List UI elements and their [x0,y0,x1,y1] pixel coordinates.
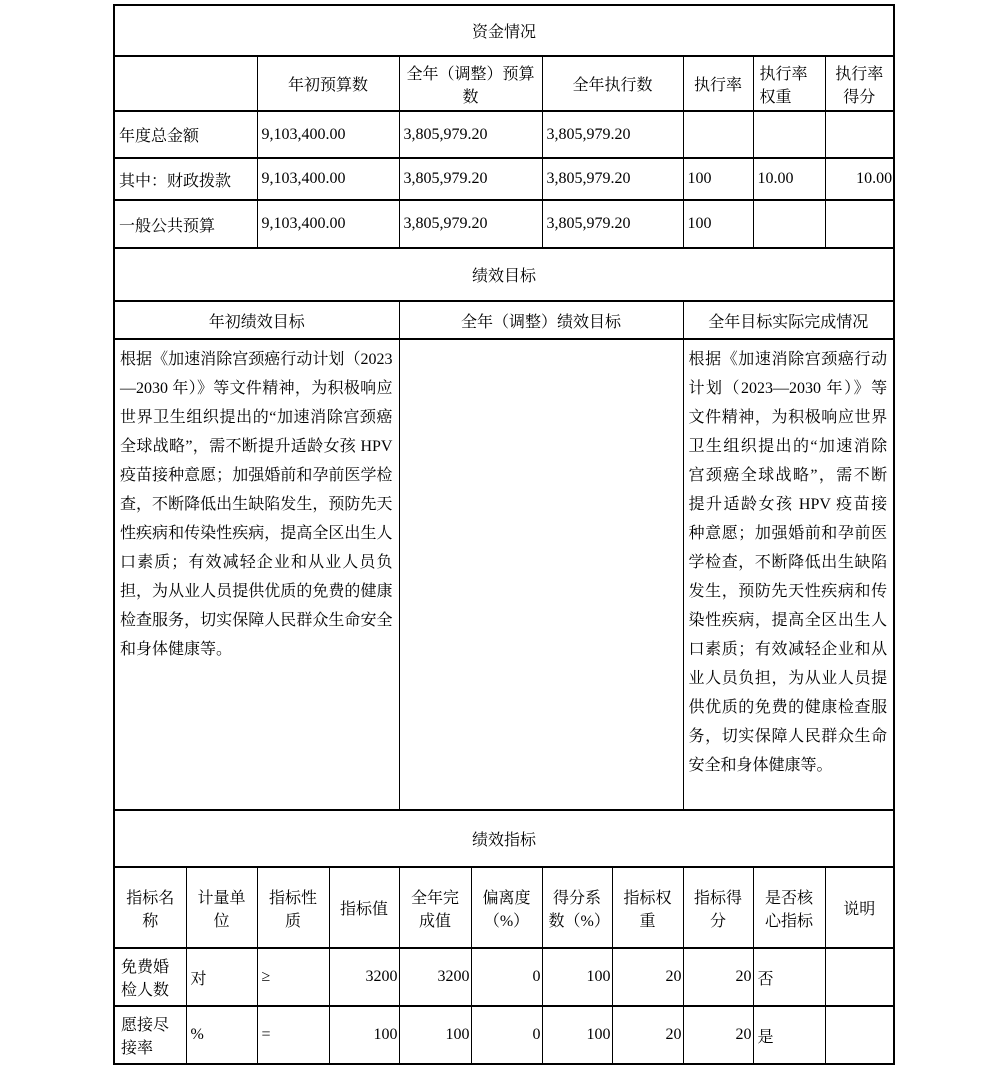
funding-rate-score-value [825,200,894,248]
funding-adjusted-budget-value: 3,805,979.20 [399,111,542,158]
indicator-header-note: 说明 [825,867,894,948]
funding-header-rate: 执行率 [683,56,753,111]
indicator-coefficient-cell: 100 [542,948,612,1006]
funding-initial-budget-value: 9,103,400.00 [257,111,399,158]
funding-row-fiscal-allocation [114,158,894,200]
funding-rate-weight-value [753,111,825,158]
indicator-name-cell: 免费婚检人数 [114,948,186,1006]
funding-executed-value: 3,805,979.20 [542,158,683,200]
funding-row-general-public-budget [114,200,894,248]
indicator-is-core-cell: 是 [753,1006,825,1064]
funding-rate-score-value [825,111,894,158]
performance-report-table [113,4,895,1065]
funding-adjusted-budget-value: 3,805,979.20 [399,158,542,200]
funding-title-row [114,5,894,56]
indicator-row-marriage-checkups [114,948,894,1006]
funding-executed-value: 3,805,979.20 [542,200,683,248]
indicator-unit-cell: % [186,1006,257,1064]
funding-header-initial-budget: 年初预算数 [257,56,399,111]
indicator-nature-cell: = [257,1006,329,1064]
goals-initial-text: 根据《加速消除宫颈癌行动计划（2023—2030 年）》等文件精神，为积极响应世界卫生组织提出的“加速消除宫颈癌全球战略”，需不断提升适龄女孩 HPV 疫苗接种意愿；加强婚前和孕前医学检查，不断降低出生缺陷发生，预防先天性疾病和传染性疾病，提高全区出生人口素质；有效减轻企业和从业人员负担，为从业人员提供优质的免费的健康检查服务，切实保障人民群众生命安全和身体健康等。 [114,339,399,810]
indicator-header-name: 指标名称 [114,867,186,948]
funding-header-rate-weight: 执行率权重 [753,56,825,111]
goals-body-row [114,339,894,810]
indicator-header-unit: 计量单位 [186,867,257,948]
indicator-score-cell: 20 [683,1006,753,1064]
funding-rate-weight-value: 10.00 [753,158,825,200]
indicator-completed-cell: 100 [399,1006,471,1064]
goals-header-adjusted: 全年（调整）绩效目标 [399,301,683,339]
indicator-score-cell: 20 [683,948,753,1006]
indicator-nature-cell: ≥ [257,948,329,1006]
indicator-header-completed: 全年完成值 [399,867,471,948]
indicators-title-row [114,810,894,867]
indicator-header-nature: 指标性质 [257,867,329,948]
funding-adjusted-budget-value: 3,805,979.20 [399,200,542,248]
funding-rate-value: 100 [683,200,753,248]
indicators-section-title: 绩效指标 [114,810,894,867]
indicator-header-is-core: 是否核心指标 [753,867,825,948]
indicator-header-weight: 指标权重 [612,867,683,948]
indicator-target-cell: 100 [329,1006,399,1064]
goals-header-initial: 年初绩效目标 [114,301,399,339]
funding-row-annual-total [114,111,894,158]
funding-section-title: 资金情况 [114,5,894,56]
indicator-target-cell: 3200 [329,948,399,1006]
goals-section-title: 绩效目标 [114,248,894,301]
indicator-weight-cell: 20 [612,948,683,1006]
funding-label: 年度总金额 [114,111,257,158]
funding-rate-value [683,111,753,158]
funding-initial-budget-value: 9,103,400.00 [257,200,399,248]
goals-header-actual: 全年目标实际完成情况 [683,301,894,339]
funding-header-executed: 全年执行数 [542,56,683,111]
indicator-note-cell [825,1006,894,1064]
funding-header-row [114,56,894,111]
funding-header-adjusted-budget: 全年（调整）预算数 [399,56,542,111]
indicator-header-target: 指标值 [329,867,399,948]
goals-header-row [114,301,894,339]
funding-header-rate-score: 执行率得分 [825,56,894,111]
indicators-header-row [114,867,894,948]
indicator-deviation-cell: 0 [471,1006,542,1064]
funding-initial-budget-value: 9,103,400.00 [257,158,399,200]
funding-header-blank [114,56,257,111]
funding-rate-value: 100 [683,158,753,200]
goals-adjusted-text [399,339,683,810]
indicator-header-deviation: 偏离度（%） [471,867,542,948]
indicator-weight-cell: 20 [612,1006,683,1064]
funding-executed-value: 3,805,979.20 [542,111,683,158]
indicator-completed-cell: 3200 [399,948,471,1006]
funding-rate-weight-value [753,200,825,248]
funding-rate-score-value: 10.00 [825,158,894,200]
funding-label: 一般公共预算 [114,200,257,248]
indicator-name-cell: 愿接尽接率 [114,1006,186,1064]
goals-actual-text: 根据《加速消除宫颈癌行动计划（2023—2030 年）》等文件精神，为积极响应世界卫生组织提出的“加速消除宫颈癌全球战略”，需不断提升适龄女孩 HPV 疫苗接种意愿；加强婚前和孕前医学检查，不断降低出生缺陷发生，预防先天性疾病和传染性疾病，提高全区出生人口素质；有效减轻企业和从业人员负担，为从业人员提供优质的免费的健康检查服务，切实保障人民群众生命安全和身体健康等。 [683,339,894,810]
indicator-deviation-cell: 0 [471,948,542,1006]
indicator-is-core-cell: 否 [753,948,825,1006]
indicator-header-coefficient: 得分系数（%） [542,867,612,948]
funding-label: 其中：财政拨款 [114,158,257,200]
indicator-note-cell [825,948,894,1006]
indicator-header-score: 指标得分 [683,867,753,948]
goals-title-row [114,248,894,301]
indicator-unit-cell: 对 [186,948,257,1006]
indicator-coefficient-cell: 100 [542,1006,612,1064]
indicator-row-vaccination-willingness [114,1006,894,1064]
